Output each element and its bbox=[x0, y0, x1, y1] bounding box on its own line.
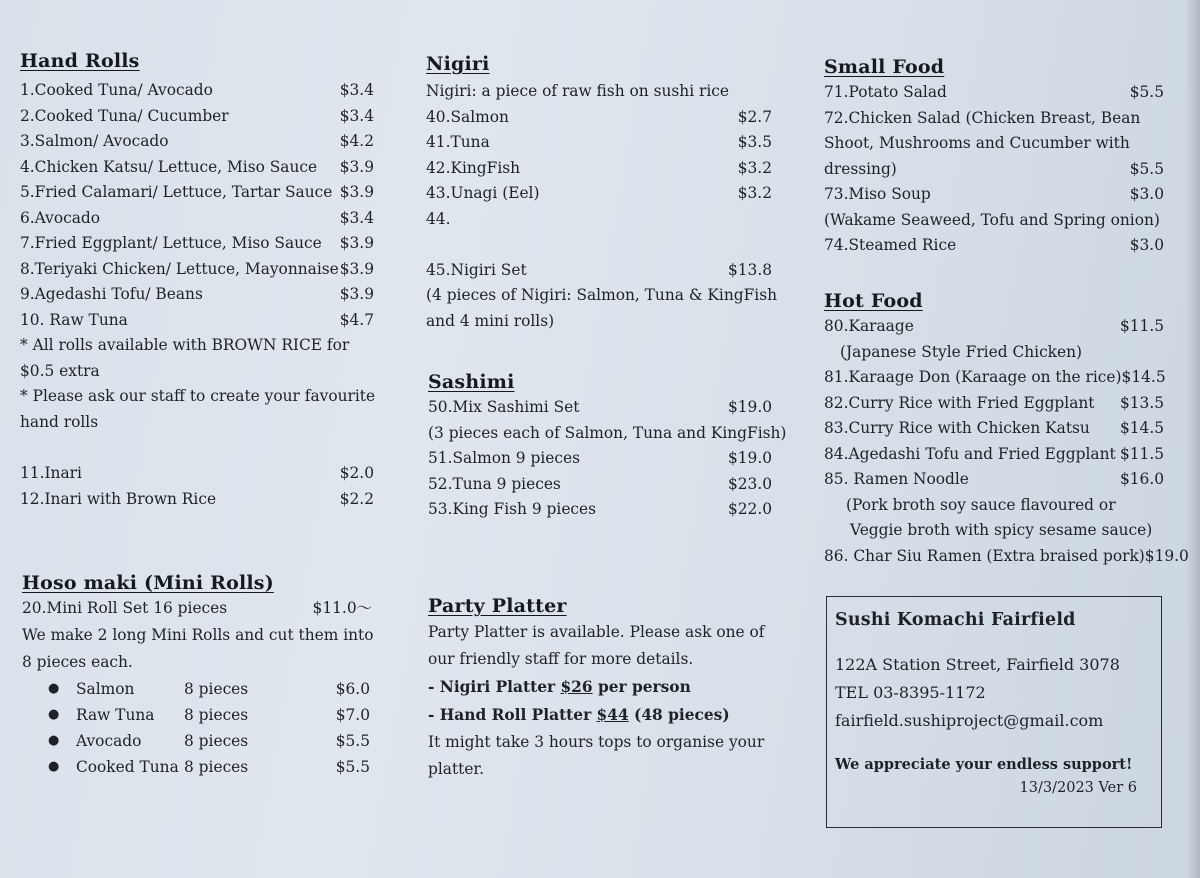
nigiri-section bbox=[426, 53, 778, 334]
menu-item bbox=[824, 544, 1189, 570]
hoso-maki-desc: We make 2 long Mini Rolls and cut them into bbox=[22, 625, 374, 644]
item-price: $3.9 bbox=[339, 259, 374, 278]
menu-item bbox=[428, 395, 772, 421]
item-name: 71.Potato Salad bbox=[824, 83, 947, 101]
menu-item bbox=[20, 206, 374, 232]
item-name: 11.Inari bbox=[20, 464, 82, 482]
item-name: Raw Tuna bbox=[76, 705, 155, 724]
platter-desc-cont: our friendly staff for more details. bbox=[428, 650, 694, 668]
item-price: $4.2 bbox=[339, 132, 374, 150]
nigiri-heading: Nigiri bbox=[426, 53, 490, 75]
menu-item bbox=[824, 391, 1164, 417]
party-platter-section bbox=[428, 595, 778, 783]
item-qty: 8 pieces bbox=[184, 757, 249, 776]
menu-item bbox=[824, 157, 1164, 183]
item-price: $3.4 bbox=[339, 106, 374, 125]
restaurant-info-box bbox=[826, 596, 1162, 828]
list-item bbox=[22, 754, 372, 780]
item-name: 52.Tuna 9 pieces bbox=[428, 474, 561, 493]
item-qty: 8 pieces bbox=[184, 731, 249, 750]
platter-note-cont: platter. bbox=[428, 760, 484, 778]
hand-rolls-heading: Hand Rolls bbox=[20, 50, 140, 72]
item-name: 45.Nigiri Set bbox=[426, 260, 527, 279]
chicken-salad-desc: Shoot, Mushrooms and Cucumber with bbox=[824, 134, 1130, 152]
list-item bbox=[22, 676, 372, 702]
item-price: $3.9 bbox=[339, 157, 374, 176]
item-name: 82.Curry Rice with Fried Eggplant bbox=[824, 393, 1095, 412]
menu-item bbox=[824, 182, 1164, 208]
platter-note: It might take 3 hours tops to organise your bbox=[428, 733, 765, 751]
paper-edge bbox=[1186, 0, 1200, 878]
hand-rolls-section bbox=[20, 50, 374, 512]
item-name: dressing) bbox=[824, 159, 897, 178]
menu-item bbox=[824, 314, 1164, 340]
item-name: 80.Karaage bbox=[824, 317, 914, 335]
item-name: 84.Agedashi Tofu and Fried Eggplant bbox=[824, 444, 1116, 463]
sashimi-heading: Sashimi bbox=[428, 371, 515, 393]
menu-item bbox=[428, 446, 772, 472]
miso-soup-desc: (Wakame Seaweed, Tofu and Spring onion) bbox=[824, 210, 1160, 229]
hoso-maki-heading: Hoso maki (Mini Rolls) bbox=[22, 572, 274, 594]
item-name: 42.KingFish bbox=[426, 158, 521, 177]
item-name: 9.Agedashi Tofu/ Beans bbox=[20, 285, 203, 303]
item-price: $5.5 bbox=[335, 757, 370, 776]
nigiri-platter bbox=[428, 673, 778, 701]
nigiri-platter-price: $26 bbox=[560, 678, 593, 696]
restaurant-address: 122A Station Street, Fairfield 3078 bbox=[835, 655, 1120, 674]
item-name: 41.Tuna bbox=[426, 133, 490, 151]
item-price: $11.0～ bbox=[312, 599, 372, 617]
item-price: $6.0 bbox=[335, 679, 370, 698]
hot-food-heading: Hot Food bbox=[824, 290, 923, 312]
item-name: Avocado bbox=[76, 731, 142, 750]
menu-item bbox=[428, 472, 772, 498]
party-platter-heading: Party Platter bbox=[428, 595, 567, 617]
item-price: $3.9 bbox=[339, 183, 374, 201]
item-name: 12.Inari with Brown Rice bbox=[20, 489, 217, 508]
menu-item bbox=[20, 78, 374, 104]
restaurant-email: fairfield.sushiproject@gmail.com bbox=[835, 711, 1104, 730]
item-price: $3.9 bbox=[339, 285, 374, 303]
item-price: $13.8 bbox=[727, 260, 772, 279]
item-price: $19.0 bbox=[1144, 546, 1189, 565]
menu-item bbox=[426, 130, 772, 156]
item-name: 74.Steamed Rice bbox=[824, 236, 957, 254]
item-price: $19.0 bbox=[727, 449, 772, 467]
menu-item bbox=[426, 258, 772, 284]
item-price: $7.0 bbox=[335, 705, 370, 724]
item-price: $5.5 bbox=[1129, 159, 1164, 178]
menu-item bbox=[20, 282, 374, 308]
menu-item bbox=[20, 231, 374, 257]
ramen-desc: (Pork broth soy sauce flavoured or bbox=[846, 495, 1116, 514]
item-price: $4.7 bbox=[339, 310, 374, 329]
bullet-icon: ● bbox=[48, 680, 60, 696]
small-food-section bbox=[824, 56, 1164, 259]
item-price: $11.5 bbox=[1119, 317, 1164, 335]
sashimi-set-desc: (3 pieces each of Salmon, Tuna and KingFish) bbox=[428, 423, 787, 442]
brown-rice-note: * All rolls available with BROWN RICE for bbox=[20, 336, 350, 354]
hand-roll-platter-unit: (48 pieces) bbox=[628, 706, 730, 724]
item-name: 73.Miso Soup bbox=[824, 185, 931, 203]
menu-item bbox=[426, 105, 772, 131]
small-food-heading: Small Food bbox=[824, 56, 945, 78]
item-price: $3.0 bbox=[1129, 236, 1164, 254]
custom-roll-note-cont: hand rolls bbox=[20, 412, 99, 431]
platter-desc: Party Platter is available. Please ask one of bbox=[428, 623, 765, 641]
item-name: 83.Curry Rice with Chicken Katsu bbox=[824, 419, 1090, 437]
nigiri-set-desc-cont: and 4 mini rolls) bbox=[426, 311, 555, 330]
item-price: $2.0 bbox=[339, 464, 374, 482]
menu-item bbox=[426, 156, 772, 182]
item-price: $5.5 bbox=[1129, 83, 1164, 101]
item-name: 44. bbox=[426, 209, 451, 228]
item-name: 6.Avocado bbox=[20, 208, 101, 227]
item-name: Cooked Tuna bbox=[76, 757, 179, 776]
item-price: $3.4 bbox=[339, 81, 374, 99]
menu-item bbox=[426, 207, 772, 233]
menu-item bbox=[426, 181, 772, 207]
hand-roll-platter-label: - Hand Roll Platter bbox=[428, 706, 597, 724]
menu-item bbox=[20, 104, 374, 130]
item-name: 4.Chicken Katsu/ Lettuce, Miso Sauce bbox=[20, 157, 318, 176]
menu-item bbox=[22, 596, 372, 622]
item-price: $3.9 bbox=[339, 234, 374, 252]
item-name: 5.Fried Calamari/ Lettuce, Tartar Sauce bbox=[20, 183, 333, 201]
menu-item bbox=[20, 461, 374, 487]
menu-item bbox=[20, 308, 374, 334]
item-name: 40.Salmon bbox=[426, 107, 509, 126]
item-price: $2.2 bbox=[339, 489, 374, 508]
item-name: 51.Salmon 9 pieces bbox=[428, 449, 580, 467]
item-name: Salmon bbox=[76, 679, 135, 698]
hand-roll-platter-price: $44 bbox=[596, 706, 629, 724]
menu-item bbox=[20, 180, 374, 206]
item-price: $5.5 bbox=[335, 731, 370, 750]
item-price: $16.0 bbox=[1119, 470, 1164, 488]
item-price: $3.2 bbox=[737, 184, 772, 202]
nigiri-set-desc: (4 pieces of Nigiri: Salmon, Tuna & KingFish bbox=[426, 286, 778, 304]
ramen-desc-cont: Veggie broth with spicy sesame sauce) bbox=[850, 521, 1153, 539]
brown-rice-note-cont: $0.5 extra bbox=[20, 361, 100, 380]
item-price: $3.2 bbox=[737, 158, 772, 177]
hoso-maki-section bbox=[22, 572, 372, 780]
item-price: $3.4 bbox=[339, 208, 374, 227]
menu-item bbox=[824, 416, 1164, 442]
item-name: 1.Cooked Tuna/ Avocado bbox=[20, 81, 213, 99]
menu-item bbox=[824, 442, 1164, 468]
karaage-desc: (Japanese Style Fried Chicken) bbox=[840, 342, 1083, 361]
item-qty: 8 pieces bbox=[184, 705, 249, 724]
bullet-icon: ● bbox=[48, 732, 60, 748]
item-price: $22.0 bbox=[727, 500, 772, 518]
menu-item bbox=[20, 487, 374, 513]
bullet-icon: ● bbox=[48, 706, 60, 722]
item-name: 10. Raw Tuna bbox=[20, 310, 128, 329]
custom-roll-note: * Please ask our staff to create your favourite bbox=[20, 387, 376, 405]
item-name: 53.King Fish 9 pieces bbox=[428, 500, 597, 518]
sashimi-section bbox=[428, 371, 787, 523]
item-price: $3.0 bbox=[1129, 185, 1164, 203]
menu-item bbox=[824, 467, 1164, 493]
nigiri-platter-unit: per person bbox=[592, 678, 691, 696]
menu-item bbox=[428, 497, 772, 523]
restaurant-phone: TEL 03-8395-1172 bbox=[835, 683, 986, 702]
item-price: $14.5 bbox=[1119, 419, 1164, 437]
item-qty: 8 pieces bbox=[184, 679, 249, 698]
menu-item bbox=[20, 257, 374, 283]
chicken-salad-name: 72.Chicken Salad (Chicken Breast, Bean bbox=[824, 108, 1141, 127]
item-name: 3.Salmon/ Avocado bbox=[20, 132, 169, 150]
item-price: $23.0 bbox=[727, 474, 772, 493]
item-name: 86. Char Siu Ramen (Extra braised pork) bbox=[824, 546, 1145, 565]
item-name: 50.Mix Sashimi Set bbox=[428, 398, 580, 416]
menu-item bbox=[20, 129, 374, 155]
item-name: 81.Karaage Don (Karaage on the rice) bbox=[824, 368, 1122, 386]
item-price: $13.5 bbox=[1119, 393, 1164, 412]
item-name: 7.Fried Eggplant/ Lettuce, Miso Sauce bbox=[20, 234, 322, 252]
restaurant-name: Sushi Komachi Fairfield bbox=[835, 610, 1076, 630]
menu-item bbox=[824, 365, 1164, 391]
bullet-icon: ● bbox=[48, 758, 60, 774]
item-price: $14.5 bbox=[1121, 368, 1166, 386]
nigiri-desc: Nigiri: a piece of raw fish on sushi rice bbox=[426, 82, 730, 100]
hand-roll-platter bbox=[428, 701, 778, 729]
support-message: We appreciate your endless support! bbox=[835, 756, 1133, 773]
item-name: 20.Mini Roll Set 16 pieces bbox=[22, 599, 228, 617]
menu-item bbox=[824, 233, 1164, 259]
item-name: 8.Teriyaki Chicken/ Lettuce, Mayonnaise bbox=[20, 259, 339, 278]
menu-version: 13/3/2023 Ver 6 bbox=[1019, 780, 1137, 796]
item-name: 2.Cooked Tuna/ Cucumber bbox=[20, 106, 229, 125]
list-item bbox=[22, 728, 372, 754]
menu-item bbox=[20, 155, 374, 181]
menu-item bbox=[824, 80, 1164, 106]
item-price: $2.7 bbox=[737, 107, 772, 126]
item-price: $19.0 bbox=[727, 398, 772, 416]
hot-food-section bbox=[824, 290, 1189, 569]
nigiri-platter-label: - Nigiri Platter bbox=[428, 678, 561, 696]
list-item bbox=[22, 702, 372, 728]
hoso-maki-desc-cont: 8 pieces each. bbox=[22, 652, 133, 671]
item-name: 43.Unagi (Eel) bbox=[426, 184, 540, 202]
item-price: $11.5 bbox=[1119, 444, 1164, 463]
item-name: 85. Ramen Noodle bbox=[824, 470, 969, 488]
item-price: $3.5 bbox=[737, 133, 772, 151]
